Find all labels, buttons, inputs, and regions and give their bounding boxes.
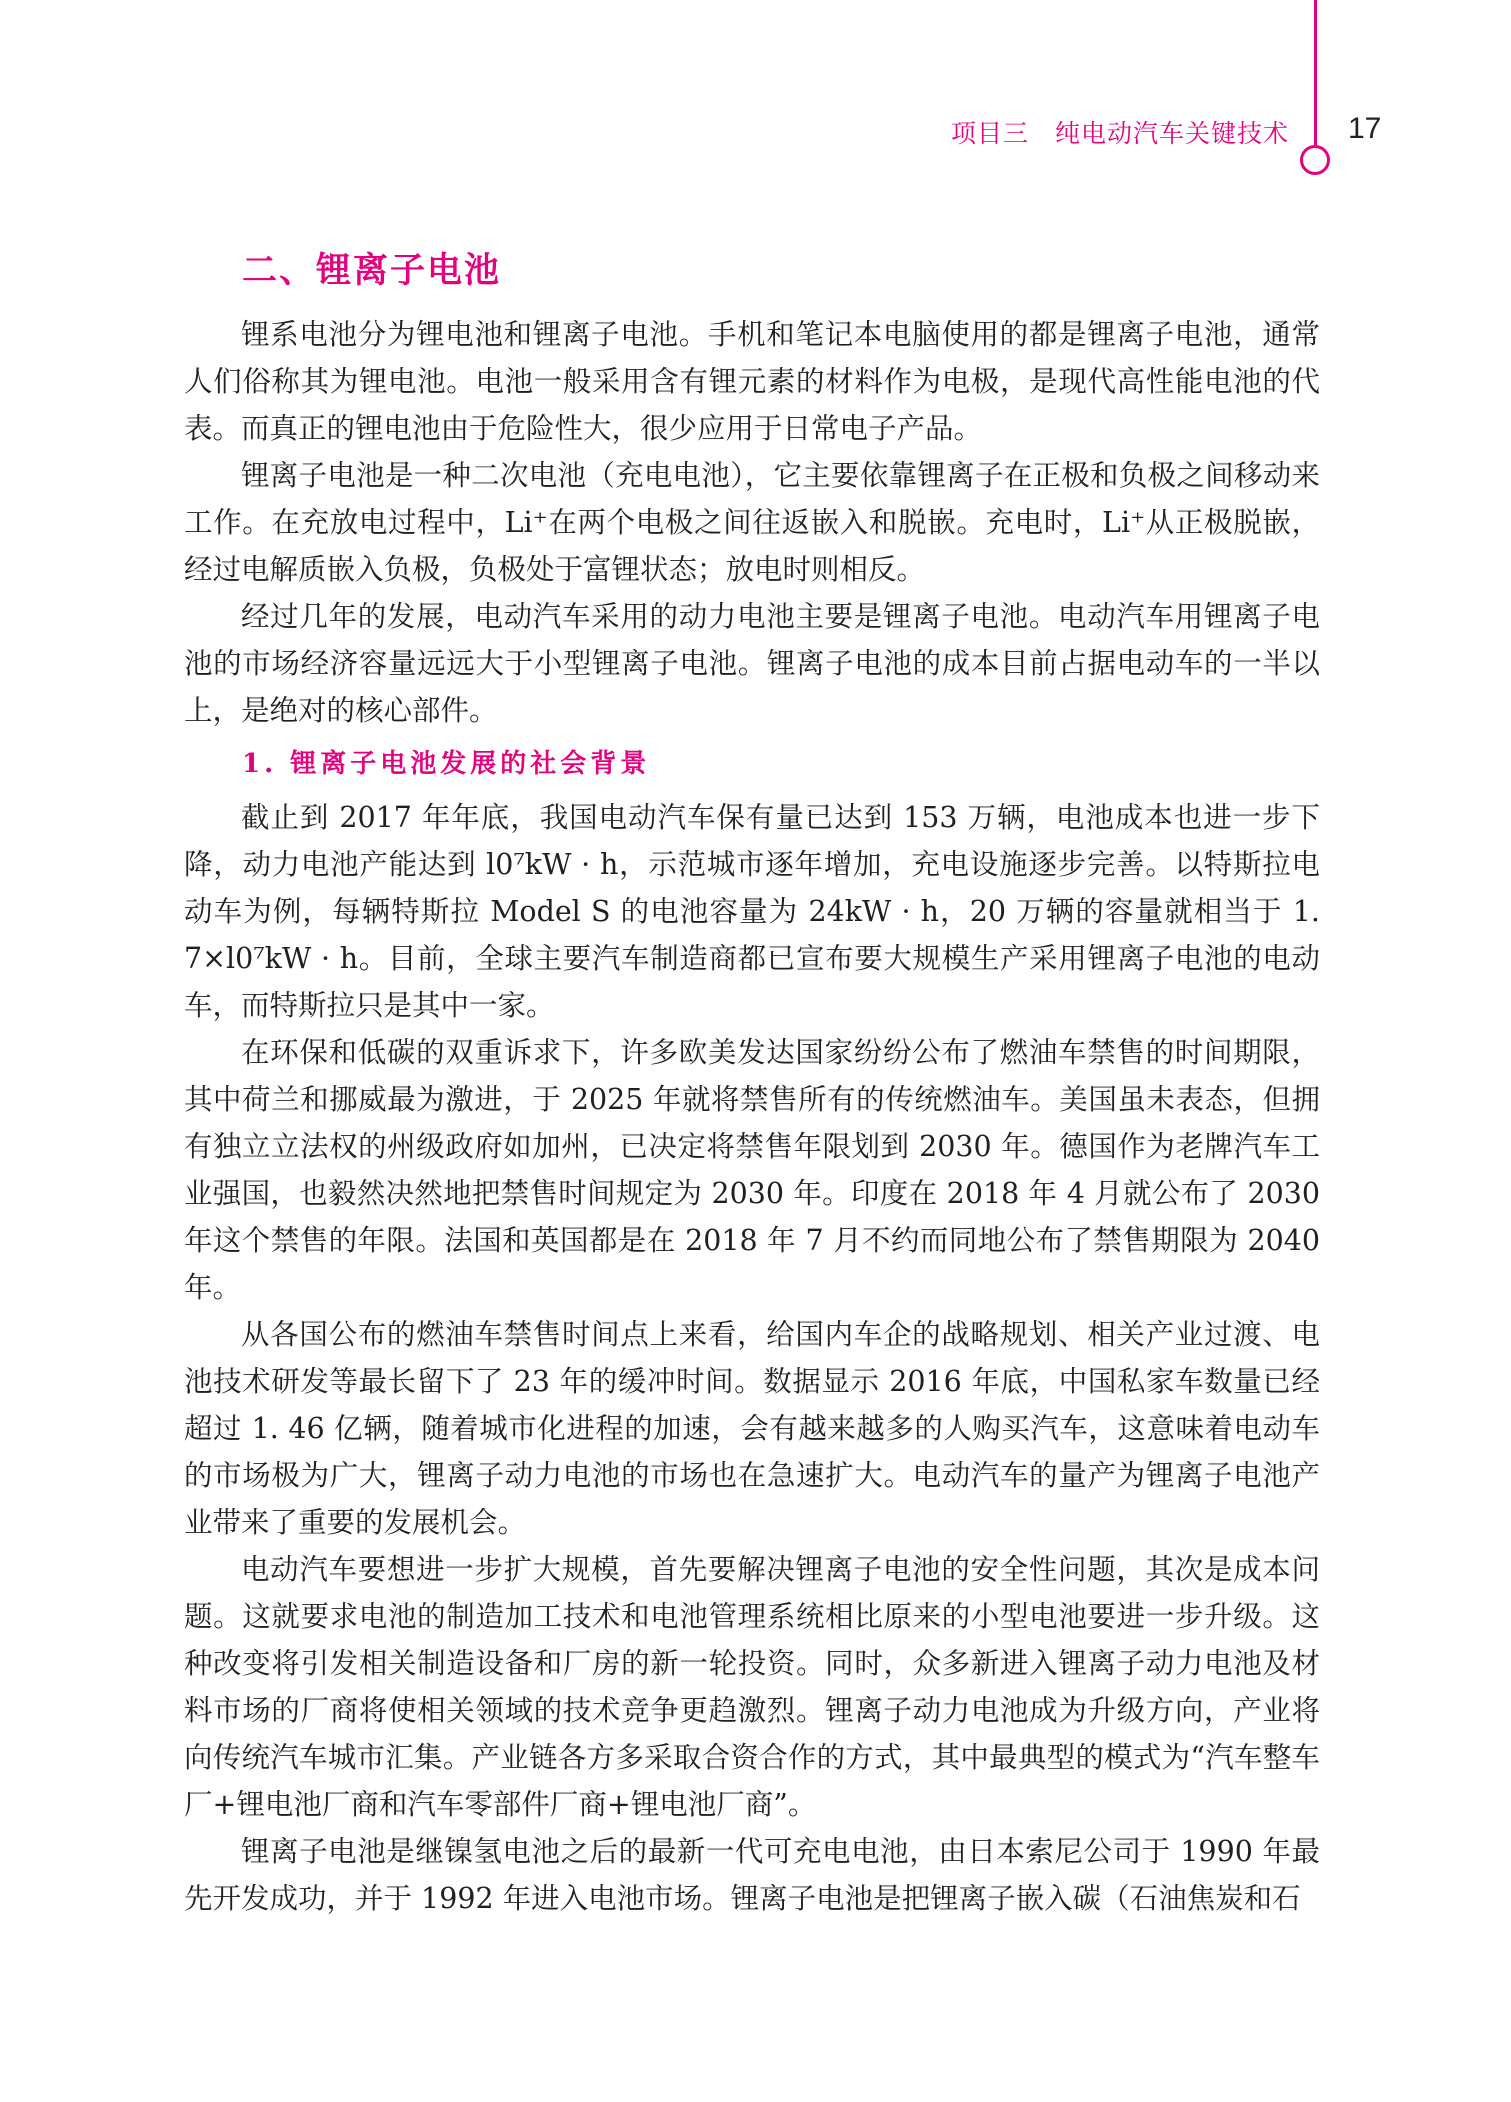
paragraph: 截止到 2017 年年底，我国电动汽车保有量已达到 153 万辆，电池成本也进一步下降，动力电池产能达到 l0⁷kW · h，示范城市逐年增加，充电设施逐步完善。以特斯拉电动车为例，每辆特斯拉 Model S 的电池容量为 24kW · h，20 万辆的容量就相当于 1. 7×l0⁷kW · h。目前，全球主要汽车制造商都已宣布要大规模生产采用锂离子电池的电动车，而特斯拉只是其中一家。 [184, 801, 1320, 1022]
paragraph: 在环保和低碳的双重诉求下，许多欧美发达国家纷纷公布了燃油车禁售的时间期限，其中荷兰和挪威最为激进，于 2025 年就将禁售所有的传统燃油车。美国虽未表态，但拥有独立立法权的州级政府如加州，已决定将禁售年限划到 2030 年。德国作为老牌汽车工业强国，也毅然决然地把禁售时间规定为 2030 年。印度在 2018 年 4 月就公布了 2030 年这个禁售的年限。法国和英国都是在 2018 年 7 月不约而同地公布了禁售期限为 2040 年。 [184, 1036, 1320, 1304]
paragraph: 锂离子电池是一种二次电池（充电电池），它主要依靠锂离子在正极和负极之间移动来工作。在充放电过程中，Li⁺在两个电极之间往返嵌入和脱嵌。充电时，Li⁺从正极脱嵌，经过电解质嵌入负极，负极处于富锂状态；放电时则相反。 [184, 459, 1320, 586]
subsection-title: 1. 锂离子电池发展的社会背景 [242, 749, 651, 779]
paragraph: 锂系电池分为锂电池和锂离子电池。手机和笔记本电脑使用的都是锂离子电池，通常人们俗称其为锂电池。电池一般采用含有锂元素的材料作为电极，是现代高性能电池的代表。而真正的锂电池由于危险性大，很少应用于日常电子产品。 [184, 318, 1320, 445]
section-title: 二、锂离子电池 [242, 250, 502, 291]
paragraph: 经过几年的发展，电动汽车采用的动力电池主要是锂离子电池。电动汽车用锂离子电池的市场经济容量远远大于小型锂离子电池。锂离子电池的成本目前占据电动车的一半以上，是绝对的核心部件。 [184, 600, 1320, 727]
header-circle-icon [1300, 145, 1330, 175]
header-decorative-line [1314, 0, 1317, 145]
page-number: 17 [1348, 112, 1382, 145]
paragraph: 锂离子电池是继镍氢电池之后的最新一代可充电电池，由日本索尼公司于 1990 年最先开发成功，并于 1992 年进入电池市场。锂离子电池是把锂离子嵌入碳（石油焦炭和石 [184, 1835, 1320, 1915]
paragraph: 电动汽车要想进一步扩大规模，首先要解决锂离子电池的安全性问题，其次是成本问题。这就要求电池的制造加工技术和电池管理系统相比原来的小型电池要进一步升级。这种改变将引发相关制造设备和厂房的新一轮投资。同时，众多新进入锂离子动力电池及材料市场的厂商将使相关领域的技术竞争更趋激烈。锂离子动力电池成为升级方向，产业将向传统汽车城市汇集。产业链各方多采取合资合作的方式，其中最典型的模式为“汽车整车厂+锂电池厂商和汽车零部件厂商+锂电池厂商”。 [184, 1553, 1320, 1821]
paragraph: 从各国公布的燃油车禁售时间点上来看，给国内车企的战略规划、相关产业过渡、电池技术研发等最长留下了 23 年的缓冲时间。数据显示 2016 年底，中国私家车数量已经超过 1. 46 亿辆，随着城市化进程的加速，会有越来越多的人购买汽车，这意味着电动车的市场极为广大，锂离子动力电池的市场也在急速扩大。电动汽车的量产为锂离子电池产业带来了重要的发展机会。 [184, 1318, 1320, 1539]
body-text [184, 311, 1320, 1922]
running-header: 项目三 纯电动汽车关键技术 [950, 119, 1289, 148]
